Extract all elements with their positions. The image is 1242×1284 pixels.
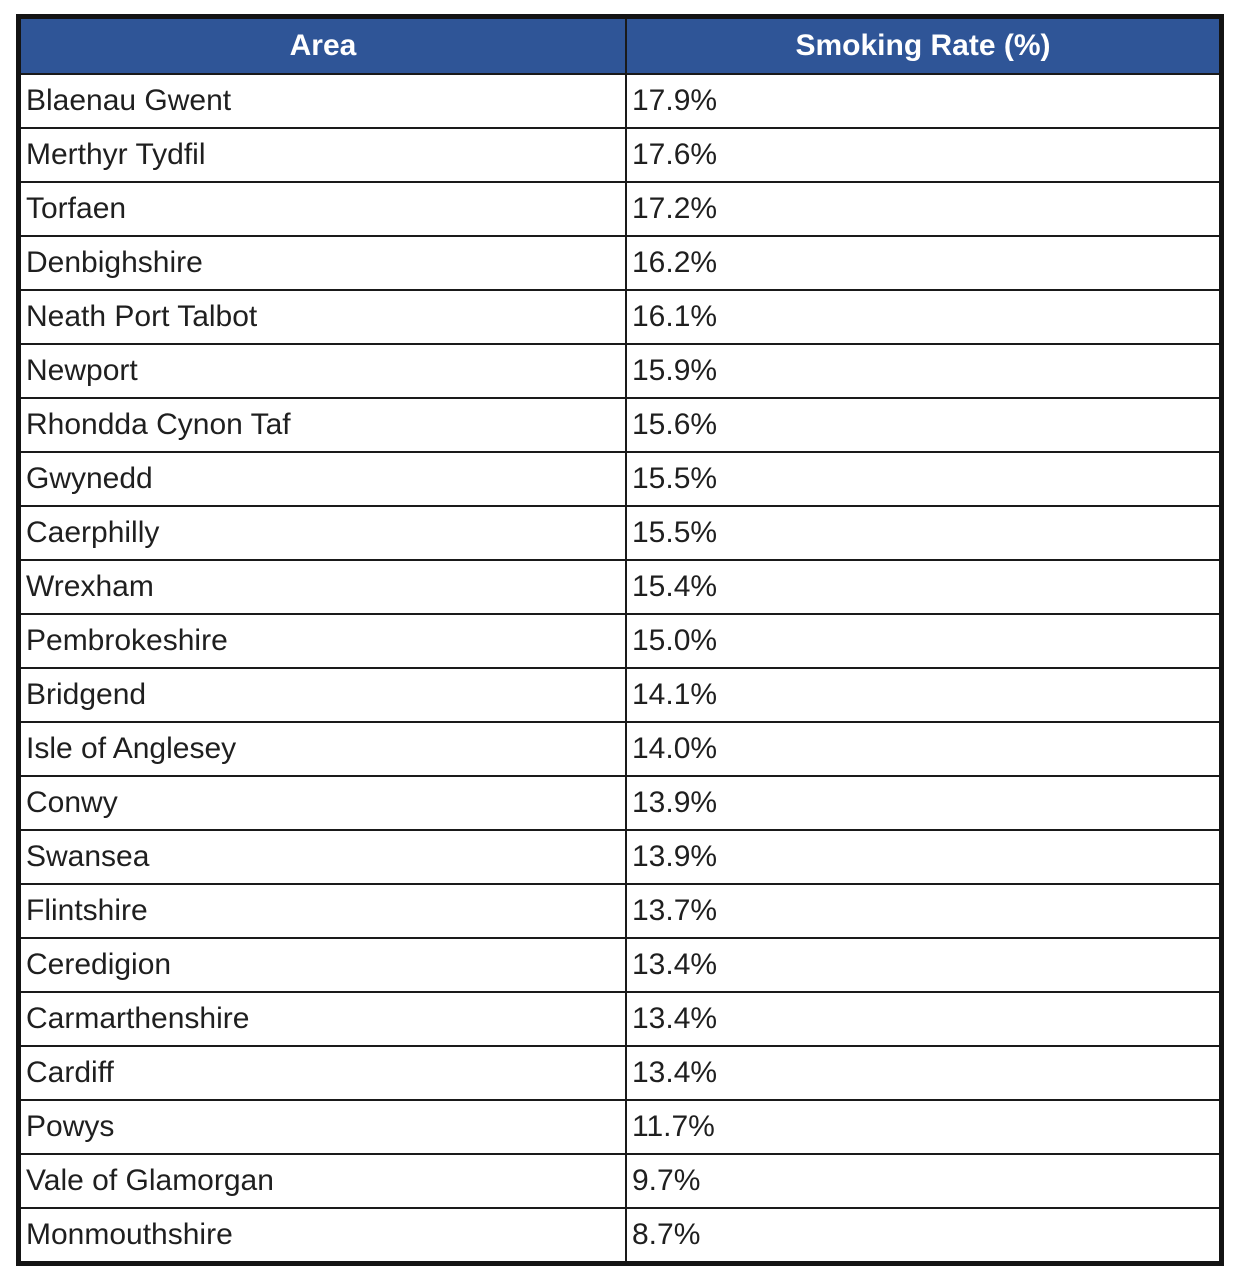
- rate-cell: 13.9%: [626, 830, 1222, 884]
- table-row: [19, 1208, 1222, 1264]
- table-row: [19, 1154, 1222, 1208]
- rate-cell: 15.5%: [626, 452, 1222, 506]
- area-cell: Newport: [19, 344, 627, 398]
- table-row: [19, 668, 1222, 722]
- area-cell: Torfaen: [19, 182, 627, 236]
- area-cell: Caerphilly: [19, 506, 627, 560]
- rate-cell: 13.4%: [626, 992, 1222, 1046]
- area-cell: Vale of Glamorgan: [19, 1154, 627, 1208]
- rate-cell: 15.6%: [626, 398, 1222, 452]
- table-row: [19, 1100, 1222, 1154]
- rate-cell: 15.5%: [626, 506, 1222, 560]
- area-cell: Conwy: [19, 776, 627, 830]
- rate-cell: 11.7%: [626, 1100, 1222, 1154]
- area-cell: Bridgend: [19, 668, 627, 722]
- table-row: [19, 506, 1222, 560]
- table-row: [19, 74, 1222, 128]
- table-row: [19, 398, 1222, 452]
- rate-cell: 9.7%: [626, 1154, 1222, 1208]
- rate-cell: 13.4%: [626, 1046, 1222, 1100]
- area-cell: Denbighshire: [19, 236, 627, 290]
- rate-cell: 13.9%: [626, 776, 1222, 830]
- rate-cell: 15.4%: [626, 560, 1222, 614]
- table-row: [19, 884, 1222, 938]
- area-cell: Rhondda Cynon Taf: [19, 398, 627, 452]
- area-cell: Flintshire: [19, 884, 627, 938]
- area-cell: Neath Port Talbot: [19, 290, 627, 344]
- table-row: [19, 290, 1222, 344]
- rate-cell: 17.2%: [626, 182, 1222, 236]
- area-cell: Carmarthenshire: [19, 992, 627, 1046]
- area-cell: Wrexham: [19, 560, 627, 614]
- table-row: [19, 614, 1222, 668]
- rate-cell: 15.0%: [626, 614, 1222, 668]
- area-cell: Ceredigion: [19, 938, 627, 992]
- table-row: [19, 992, 1222, 1046]
- rate-cell: 13.4%: [626, 938, 1222, 992]
- rate-cell: 14.1%: [626, 668, 1222, 722]
- area-cell: Blaenau Gwent: [19, 74, 627, 128]
- table-row: [19, 128, 1222, 182]
- area-cell: Gwynedd: [19, 452, 627, 506]
- area-cell: Pembrokeshire: [19, 614, 627, 668]
- table-row: [19, 182, 1222, 236]
- column-header-area: Area: [19, 17, 627, 75]
- rate-cell: 13.7%: [626, 884, 1222, 938]
- table-row: [19, 560, 1222, 614]
- rate-cell: 16.1%: [626, 290, 1222, 344]
- area-cell: Cardiff: [19, 1046, 627, 1100]
- table-row: [19, 1046, 1222, 1100]
- table-row: [19, 452, 1222, 506]
- area-cell: Isle of Anglesey: [19, 722, 627, 776]
- area-cell: Swansea: [19, 830, 627, 884]
- table-row: [19, 722, 1222, 776]
- rate-cell: 14.0%: [626, 722, 1222, 776]
- rate-cell: 15.9%: [626, 344, 1222, 398]
- rate-cell: 16.2%: [626, 236, 1222, 290]
- rate-cell: 17.6%: [626, 128, 1222, 182]
- table-row: [19, 236, 1222, 290]
- area-cell: Powys: [19, 1100, 627, 1154]
- column-header-smoking-rate: Smoking Rate (%): [626, 17, 1222, 75]
- header-row: [19, 17, 1222, 75]
- table-row: [19, 830, 1222, 884]
- smoking-rate-table: [16, 14, 1224, 1266]
- table-body: [19, 74, 1222, 1264]
- table-row: [19, 344, 1222, 398]
- table-row: [19, 776, 1222, 830]
- rate-cell: 8.7%: [626, 1208, 1222, 1264]
- table-row: [19, 938, 1222, 992]
- rate-cell: 17.9%: [626, 74, 1222, 128]
- area-cell: Monmouthshire: [19, 1208, 627, 1264]
- area-cell: Merthyr Tydfil: [19, 128, 627, 182]
